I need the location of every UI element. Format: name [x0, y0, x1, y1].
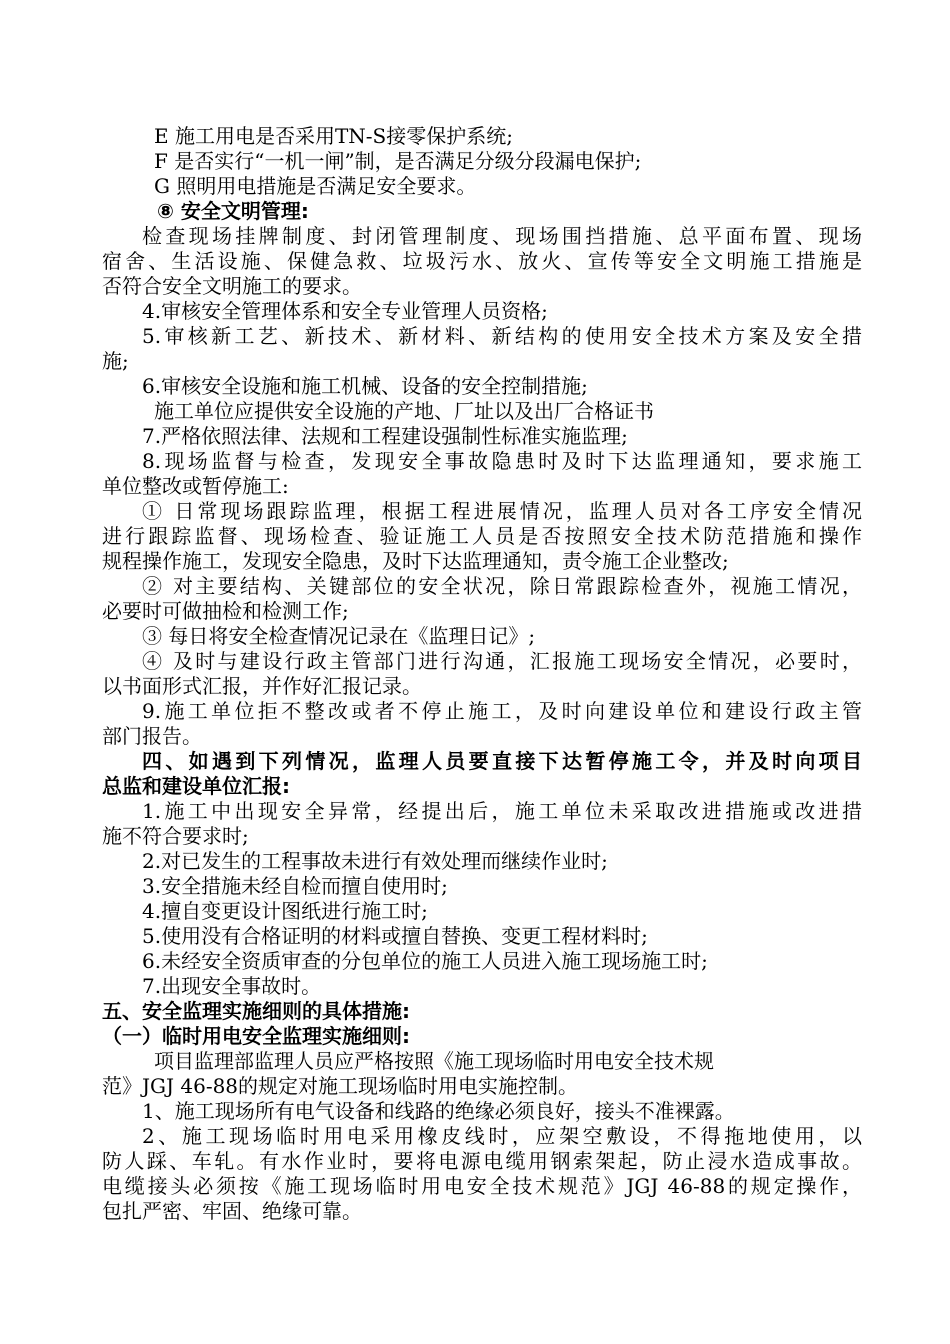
text-line: 6.审核安全设施和施工机械、设备的安全控制措施;: [142, 374, 588, 398]
text-line: 7.严格依照法律、法规和工程建设强制性标准实施监理;: [142, 424, 628, 448]
text-line: 规程操作施工，发现安全隐患，及时下达监理通知，责令施工企业整改;: [102, 549, 729, 573]
text-line: 进行跟踪监督、现场检查、验证施工人员是否按照安全技术防范措施和操作: [102, 524, 862, 548]
text-line: 施工单位应提供安全设施的产地、厂址以及出厂合格证书: [154, 399, 654, 423]
text-line: 6.未经安全资质审查的分包单位的施工人员进入施工现场施工时;: [142, 949, 708, 973]
text-line: ② 对主要结构、关键部位的安全状况，除日常跟踪检查外，视施工情况，: [142, 574, 862, 598]
text-line: 4.擅自变更设计图纸进行施工时;: [142, 899, 428, 923]
text-line: G 照明用电措施是否满足安全要求。: [154, 174, 477, 198]
text-line: F 是否实行“一机一闸”制，是否满足分级分段漏电保护;: [154, 149, 642, 173]
text-line: 否符合安全文明施工的要求。: [102, 274, 362, 298]
section-heading: 四、如遇到下列情况，监理人员要直接下达暂停施工令，并及时向项目: [142, 749, 862, 773]
text-line: 3.安全措施未经自检而擅自使用时;: [142, 874, 448, 898]
text-line: 1、施工现场所有电气设备和线路的绝缘必须良好，接头不准裸露。: [142, 1099, 735, 1123]
text-line: 单位整改或暂停施工:: [102, 474, 289, 498]
text-line: 项目监理部监理人员应严格按照《施工现场临时用电安全技术规: [154, 1049, 714, 1073]
text-line: 8.现场监督与检查，发现安全事故隐患时及时下达监理通知，要求施工: [142, 449, 862, 473]
text-line: 施不符合要求时;: [102, 824, 249, 848]
section-heading: 总监和建设单位汇报:: [102, 774, 290, 798]
text-line: ④ 及时与建设行政主管部门进行沟通，汇报施工现场安全情况，必要时，: [142, 649, 862, 673]
text-line: 检查现场挂牌制度、封闭管理制度、现场围挡措施、总平面布置、现场: [142, 224, 862, 248]
section-heading: 五、安全监理实施细则的具体措施:: [102, 999, 410, 1023]
text-line: 2.对已发生的工程事故未进行有效处理而继续作业时;: [142, 849, 608, 873]
text-line: 必要时可做抽检和检测工作;: [102, 599, 349, 623]
text-line: ① 日常现场跟踪监理，根据工程进展情况，监理人员对各工序安全情况: [142, 499, 862, 523]
text-line: ③ 每日将安全检查情况记录在《监理日记》;: [142, 624, 536, 648]
text-line: 1.施工中出现安全异常，经提出后，施工单位未采取改进措施或改进措: [142, 799, 862, 823]
text-line: 4.审核安全管理体系和安全专业管理人员资格;: [142, 299, 548, 323]
text-line: 2、施工现场临时用电采用橡皮线时，应架空敷设，不得拖地使用，以: [142, 1124, 862, 1148]
text-line: E 施工用电是否采用TN-S接零保护系统;: [154, 124, 513, 148]
text-line: 包扎严密、牢固、绝缘可靠。: [102, 1199, 362, 1223]
text-line: 9.施工单位拒不整改或者不停止施工，及时向建设单位和建设行政主管: [142, 699, 862, 723]
subsection-heading: ⑧ 安全文明管理:: [157, 199, 309, 223]
text-line: 5.使用没有合格证明的材料或擅自替换、变更工程材料时;: [142, 924, 648, 948]
text-line: 宿舍、生活设施、保健急救、垃圾污水、放火、宣传等安全文明施工措施是: [102, 249, 862, 273]
text-line: 范》JGJ 46-88的规定对施工现场临时用电实施控制。: [102, 1074, 579, 1098]
text-line: 7.出现安全事故时。: [142, 974, 322, 998]
subsection-heading: （一）临时用电安全监理实施细则:: [102, 1024, 410, 1048]
text-line: 5.审核新工艺、新技术、新材料、新结构的使用安全技术方案及安全措: [142, 324, 862, 348]
text-line: 防人踩、车轧。有水作业时，要将电源电缆用钢索架起，防止浸水造成事故。: [102, 1149, 862, 1173]
text-line: 部门报告。: [102, 724, 202, 748]
text-line: 施;: [102, 349, 129, 373]
text-line: 电缆接头必须按《施工现场临时用电安全技术规范》JGJ 46-88的规定操作，: [102, 1174, 862, 1198]
text-line: 以书面形式汇报，并作好汇报记录。: [102, 674, 422, 698]
